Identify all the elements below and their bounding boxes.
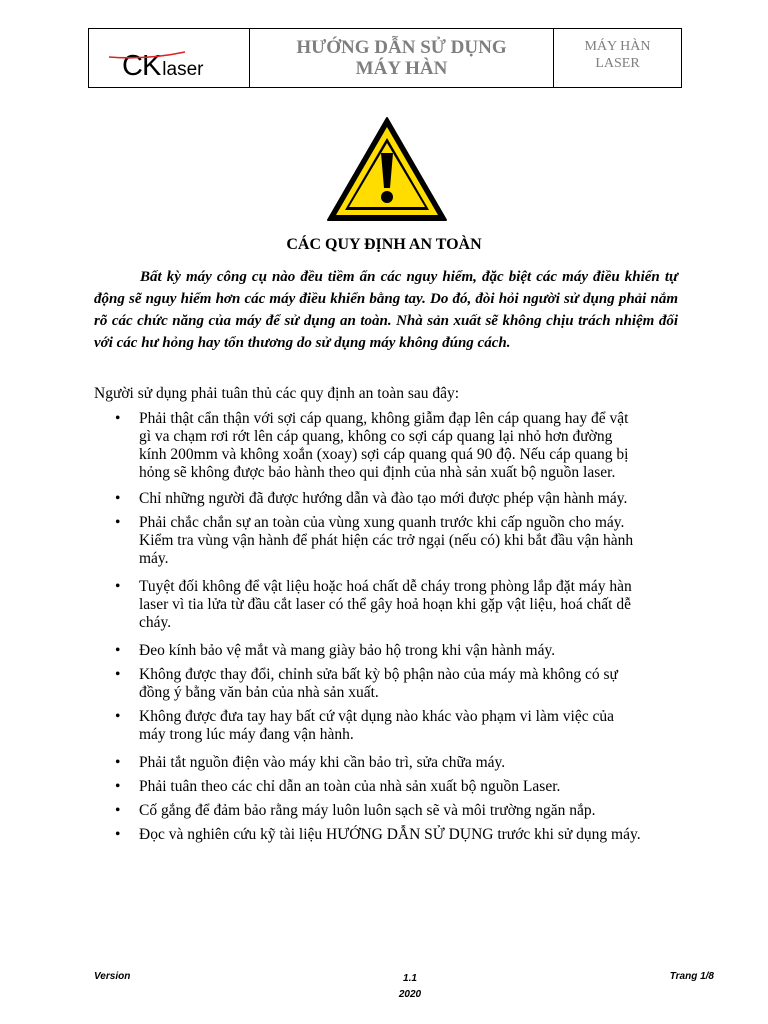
logo-laser-text: laser [162, 59, 204, 80]
rule-item [94, 754, 684, 772]
rule-item [94, 642, 684, 660]
rule-item [94, 666, 684, 702]
rule-line: laser vì tia lửa từ đầu cắt laser có thể gây hoả hoạn khi gặp vật liệu, hoá chất dễ [139, 596, 631, 613]
rule-line: Cố gắng để đảm bảo rằng máy luôn luôn sạch sẽ và môi trường ngăn nắp. [139, 802, 596, 819]
rules-lead-text: Người sử dụng phải tuân thủ các quy định an toàn sau đây: [94, 385, 460, 402]
footer-version [395, 971, 425, 1003]
bullet-icon: • [115, 826, 121, 843]
rule-line: hỏng sẽ không được bảo hành theo qui định của nhà sản xuất bộ nguồn laser. [139, 464, 616, 481]
header-title-line-1: HƯỚNG DẪN SỬ DỤNG [296, 37, 507, 58]
rule-line: Đọc và nghiên cứu kỹ tài liệu HƯỚNG DẪN SỬ DỤNG trước khi sử dụng máy. [139, 826, 641, 843]
safety-rules-list [94, 410, 684, 844]
header-side-line-2: LASER [595, 56, 640, 71]
rule-item [94, 410, 684, 482]
rule-line: Phải tuân theo các chỉ dẫn an toàn của nhà sản xuất bộ nguồn Laser. [139, 778, 561, 795]
document-header [88, 28, 682, 88]
rule-item [94, 514, 684, 568]
bullet-icon: • [115, 708, 121, 725]
rule-line: Không được thay đổi, chỉnh sửa bất kỳ bộ phận nào của máy mà không có sự [139, 666, 618, 683]
rule-item [94, 778, 684, 796]
rule-line: cháy. [139, 614, 172, 631]
bullet-icon: • [115, 410, 121, 427]
rule-line: kính 200mm và không xoắn (xoay) sợi cáp quang quá 90 độ. Nếu cáp quang bị [139, 446, 629, 463]
rule-line: Phải thật cẩn thận với sợi cáp quang, không giẫm đạp lên cáp quang hay để vật [139, 410, 629, 427]
rule-line: gì va chạm rơi rớt lên cáp quang, không co sợi cáp quang lại nhỏ hơn đường [139, 428, 613, 445]
bullet-icon: • [115, 578, 121, 595]
rule-line: máy. [139, 550, 169, 567]
rule-line: máy trong lúc máy đang vận hành. [139, 726, 354, 743]
logo-cell [89, 29, 250, 87]
rule-item [94, 490, 684, 508]
rule-line: Tuyệt đối không để vật liệu hoặc hoá chất dễ cháy trong phòng lắp đặt máy hàn [139, 578, 632, 595]
bullet-icon: • [115, 514, 121, 531]
page-footer [94, 971, 714, 1011]
bullet-icon: • [115, 642, 121, 659]
bullet-icon: • [115, 778, 121, 795]
footer-version-label: Version [94, 971, 131, 982]
rule-line: Chỉ những người đã được hướng dẫn và đào tạo mới được phép vận hành máy. [139, 490, 628, 507]
warning-triangle-icon [326, 116, 448, 222]
rule-line: đồng ý bằng văn bản của nhà sản xuất. [139, 684, 379, 701]
bullet-icon: • [115, 666, 121, 683]
header-side-label [554, 29, 681, 87]
rule-line: Phải tắt nguồn điện vào máy khi cần bảo trì, sửa chữa máy. [139, 754, 506, 771]
rule-line: Không được đưa tay hay bất cứ vật dụng nào khác vào phạm vi làm việc của [139, 708, 614, 725]
header-side-line-1: MÁY HÀN [584, 39, 651, 54]
rule-item [94, 826, 684, 844]
intro-paragraph: Bất kỳ máy công cụ nào đều tiềm ẩn các nguy hiểm, đặc biệt các máy điều khiển tự động sẽ nguy hiểm hơn các máy điều khiển bằng tay. Do đó, đòi hỏi người sử dụng phải nắm rõ các chức năng của máy để sử dụng an toàn. Nhà sản xuất sẽ không chịu trách nhiệm đối với các hư hỏng hay tổn thương do sử dụng máy không đúng cách. [94, 269, 678, 351]
rule-line: Kiểm tra vùng vận hành để phát hiện các trở ngại (nếu có) khi bắt đầu vận hành [139, 532, 634, 549]
section-title: CÁC QUY ĐỊNH AN TOÀN [286, 236, 482, 253]
rule-item [94, 802, 684, 820]
bullet-icon: • [115, 490, 121, 507]
rule-item [94, 708, 684, 744]
footer-page-number: Trang 1/8 [669, 971, 714, 982]
bullet-icon: • [115, 754, 121, 771]
footer-year: 2020 [398, 989, 422, 1000]
rule-line: Phải chắc chắn sự an toàn của vùng xung quanh trước khi cấp nguồn cho máy. [139, 514, 625, 531]
logo-swoosh-icon [107, 50, 187, 60]
bullet-icon: • [115, 802, 121, 819]
rule-item [94, 578, 684, 632]
header-title-line-2: MÁY HÀN [355, 58, 448, 79]
header-title [250, 29, 554, 87]
footer-version-number: 1.1 [403, 973, 417, 984]
logo-ck-text: CK [122, 50, 161, 82]
rule-line: Đeo kính bảo vệ mắt và mang giày bảo hộ trong khi vận hành máy. [139, 642, 556, 659]
